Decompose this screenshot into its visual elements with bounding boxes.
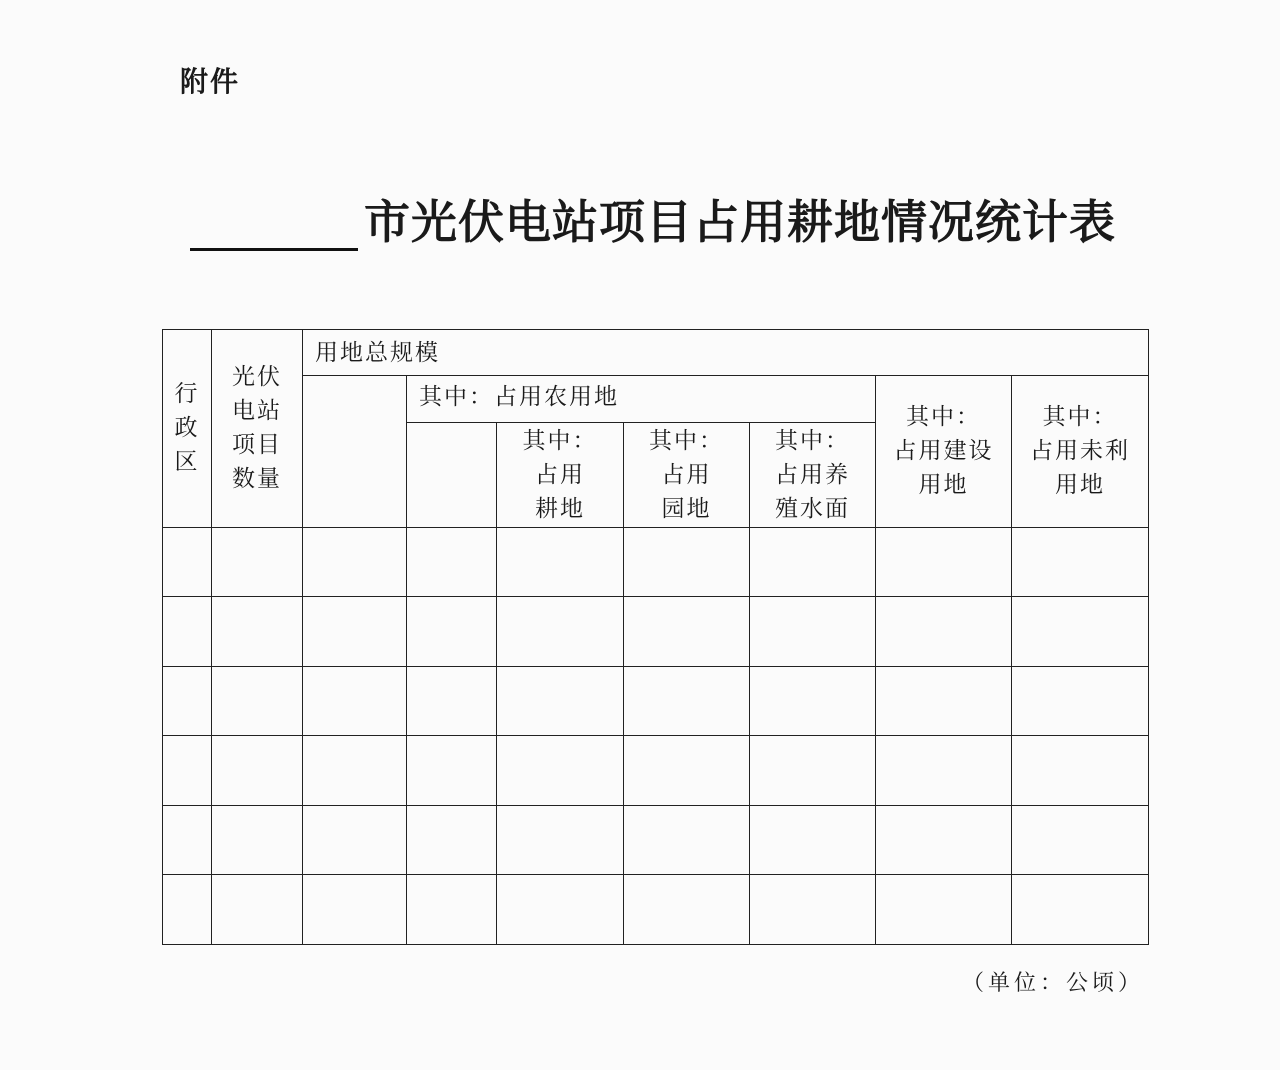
page-title bbox=[190, 190, 1116, 251]
table-cell[interactable] bbox=[303, 736, 407, 806]
table-cell[interactable] bbox=[624, 875, 750, 945]
table-cell[interactable] bbox=[750, 736, 876, 806]
table-cell[interactable] bbox=[1012, 875, 1149, 945]
table-row bbox=[163, 805, 1149, 875]
header-garden-land: 其中： 占用 园地 bbox=[624, 422, 750, 527]
table-cell[interactable] bbox=[624, 597, 750, 667]
table-cell[interactable] bbox=[407, 805, 497, 875]
header-aquaculture-water: 其中： 占用养 殖水面 bbox=[750, 422, 876, 527]
table-cell[interactable] bbox=[750, 875, 876, 945]
attachment-label: 附件 bbox=[180, 65, 241, 98]
table-cell[interactable] bbox=[497, 527, 624, 597]
title-city-blank bbox=[190, 190, 358, 251]
table-cell[interactable] bbox=[876, 805, 1012, 875]
unit-note: （单位：公顷） bbox=[962, 971, 1145, 996]
header-total-scale: 用地总规模 bbox=[303, 330, 1149, 376]
table-cell[interactable] bbox=[624, 527, 750, 597]
table-cell[interactable] bbox=[497, 875, 624, 945]
table-cell[interactable] bbox=[1012, 666, 1149, 736]
table-cell[interactable] bbox=[750, 527, 876, 597]
table-cell[interactable] bbox=[624, 736, 750, 806]
table-cell[interactable] bbox=[750, 666, 876, 736]
table-cell[interactable] bbox=[497, 666, 624, 736]
table-cell[interactable] bbox=[407, 736, 497, 806]
table-cell[interactable] bbox=[303, 875, 407, 945]
table-cell[interactable] bbox=[624, 666, 750, 736]
table-cell[interactable] bbox=[407, 597, 497, 667]
table-cell[interactable] bbox=[497, 736, 624, 806]
header-admin-region: 行 政 区 bbox=[163, 330, 212, 528]
table-cell[interactable] bbox=[407, 527, 497, 597]
table-cell[interactable] bbox=[303, 666, 407, 736]
table-cell[interactable] bbox=[163, 666, 212, 736]
table-cell[interactable] bbox=[303, 527, 407, 597]
table-cell[interactable] bbox=[212, 527, 303, 597]
table-cell[interactable] bbox=[497, 597, 624, 667]
table-cell[interactable] bbox=[212, 666, 303, 736]
table-cell[interactable] bbox=[876, 527, 1012, 597]
table-cell[interactable] bbox=[212, 736, 303, 806]
table-cell[interactable] bbox=[876, 736, 1012, 806]
table-cell[interactable] bbox=[497, 805, 624, 875]
header-agri-blank bbox=[407, 422, 497, 527]
table-cell[interactable] bbox=[1012, 527, 1149, 597]
table-cell[interactable] bbox=[303, 805, 407, 875]
header-unused-land: 其中： 占用未利 用地 bbox=[1012, 376, 1149, 527]
header-project-count: 光伏 电站 项目 数量 bbox=[212, 330, 303, 528]
table-row bbox=[163, 597, 1149, 667]
table-cell[interactable] bbox=[407, 875, 497, 945]
table-cell[interactable] bbox=[163, 805, 212, 875]
table-cell[interactable] bbox=[876, 666, 1012, 736]
table-row bbox=[163, 736, 1149, 806]
table-cell[interactable] bbox=[876, 597, 1012, 667]
table-cell[interactable] bbox=[212, 875, 303, 945]
table-cell[interactable] bbox=[1012, 805, 1149, 875]
table-cell[interactable] bbox=[624, 805, 750, 875]
header-cultivated-land: 其中： 占用 耕地 bbox=[497, 422, 624, 527]
table-cell[interactable] bbox=[163, 875, 212, 945]
header-agri-land: 其中：占用农用地 bbox=[407, 376, 876, 422]
table-cell[interactable] bbox=[1012, 597, 1149, 667]
table-cell[interactable] bbox=[876, 875, 1012, 945]
table-cell[interactable] bbox=[163, 597, 212, 667]
header-construction-land: 其中： 占用建设 用地 bbox=[876, 376, 1012, 527]
table-cell[interactable] bbox=[1012, 736, 1149, 806]
table-cell[interactable] bbox=[163, 736, 212, 806]
table-row bbox=[163, 666, 1149, 736]
table-cell[interactable] bbox=[750, 805, 876, 875]
statistics-table bbox=[162, 329, 1149, 945]
table-row bbox=[163, 875, 1149, 945]
table-cell[interactable] bbox=[212, 805, 303, 875]
title-text: 市光伏电站项目占用耕地情况统计表 bbox=[364, 195, 1116, 249]
table-cell[interactable] bbox=[407, 666, 497, 736]
table-cell[interactable] bbox=[303, 597, 407, 667]
table-cell[interactable] bbox=[163, 527, 212, 597]
table-row bbox=[163, 527, 1149, 597]
table-cell[interactable] bbox=[750, 597, 876, 667]
table-cell[interactable] bbox=[212, 597, 303, 667]
